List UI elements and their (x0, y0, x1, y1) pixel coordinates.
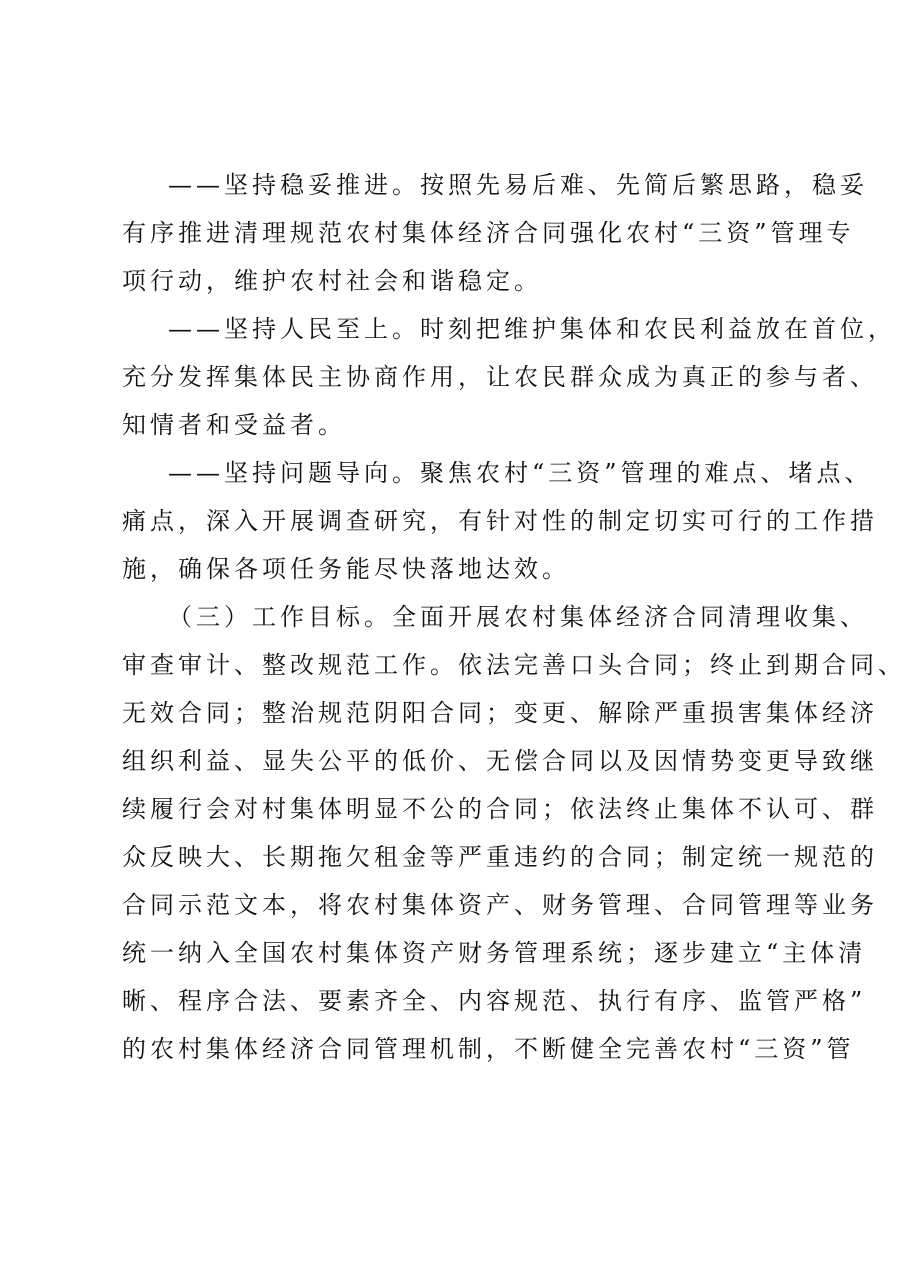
paragraph-4-line-10: 的农村集体经济合同管理机制，不断健全完善农村“三资”管 (122, 1035, 855, 1063)
paragraph-4-line-6: 众反映大、长期拖欠租金等严重违约的合同；制定统一规范的 (122, 843, 878, 871)
paragraph-1-line-3: 项行动，维护农村社会和谐稳定。 (122, 267, 542, 295)
paragraph-4-line-2: 审查审计、整改规范工作。依法完善口头合同；终止到期合同、 (122, 651, 906, 679)
paragraph-2-line-1: ——坚持人民至上。时刻把维护集体和农民利益放在首位， (168, 315, 896, 343)
paragraph-3-line-3: 施，确保各项任务能尽快落地达效。 (122, 555, 570, 583)
paragraph-4-line-8: 统一纳入全国农村集体资产财务管理系统；逐步建立“主体清 (122, 939, 867, 967)
paragraph-3-line-2: 痛点，深入开展调查研究，有针对性的制定切实可行的工作措 (122, 507, 878, 535)
paragraph-2-line-2: 充分发挥集体民主协商作用，让农民群众成为真正的参与者、 (122, 363, 878, 391)
paragraph-4-line-5: 续履行会对村集体明显不公的合同；依法终止集体不认可、群 (122, 795, 878, 823)
paragraph-1-line-2: 有序推进清理规范农村集体经济合同强化农村“三资”管理专 (122, 219, 855, 247)
paragraph-4-line-1: （三）工作目标。全面开展农村集体经济合同清理收集、 (168, 603, 868, 631)
paragraph-4-line-3: 无效合同；整治规范阴阳合同；变更、解除严重损害集体经济 (122, 699, 878, 727)
paragraph-4-line-7: 合同示范文本，将农村集体资产、财务管理、合同管理等业务 (122, 891, 878, 919)
paragraph-4-line-9: 晰、程序合法、要素齐全、内容规范、执行有序、监管严格” (122, 987, 867, 1015)
paragraph-4-line-4: 组织利益、显失公平的低价、无偿合同以及因情势变更导致继 (122, 747, 878, 775)
paragraph-1-line-1: ——坚持稳妥推进。按照先易后难、先简后繁思路，稳妥 (168, 171, 868, 199)
paragraph-3-line-1: ——坚持问题导向。聚焦农村“三资”管理的难点、堵点、 (168, 459, 873, 487)
paragraph-2-line-3: 知情者和受益者。 (122, 411, 346, 439)
